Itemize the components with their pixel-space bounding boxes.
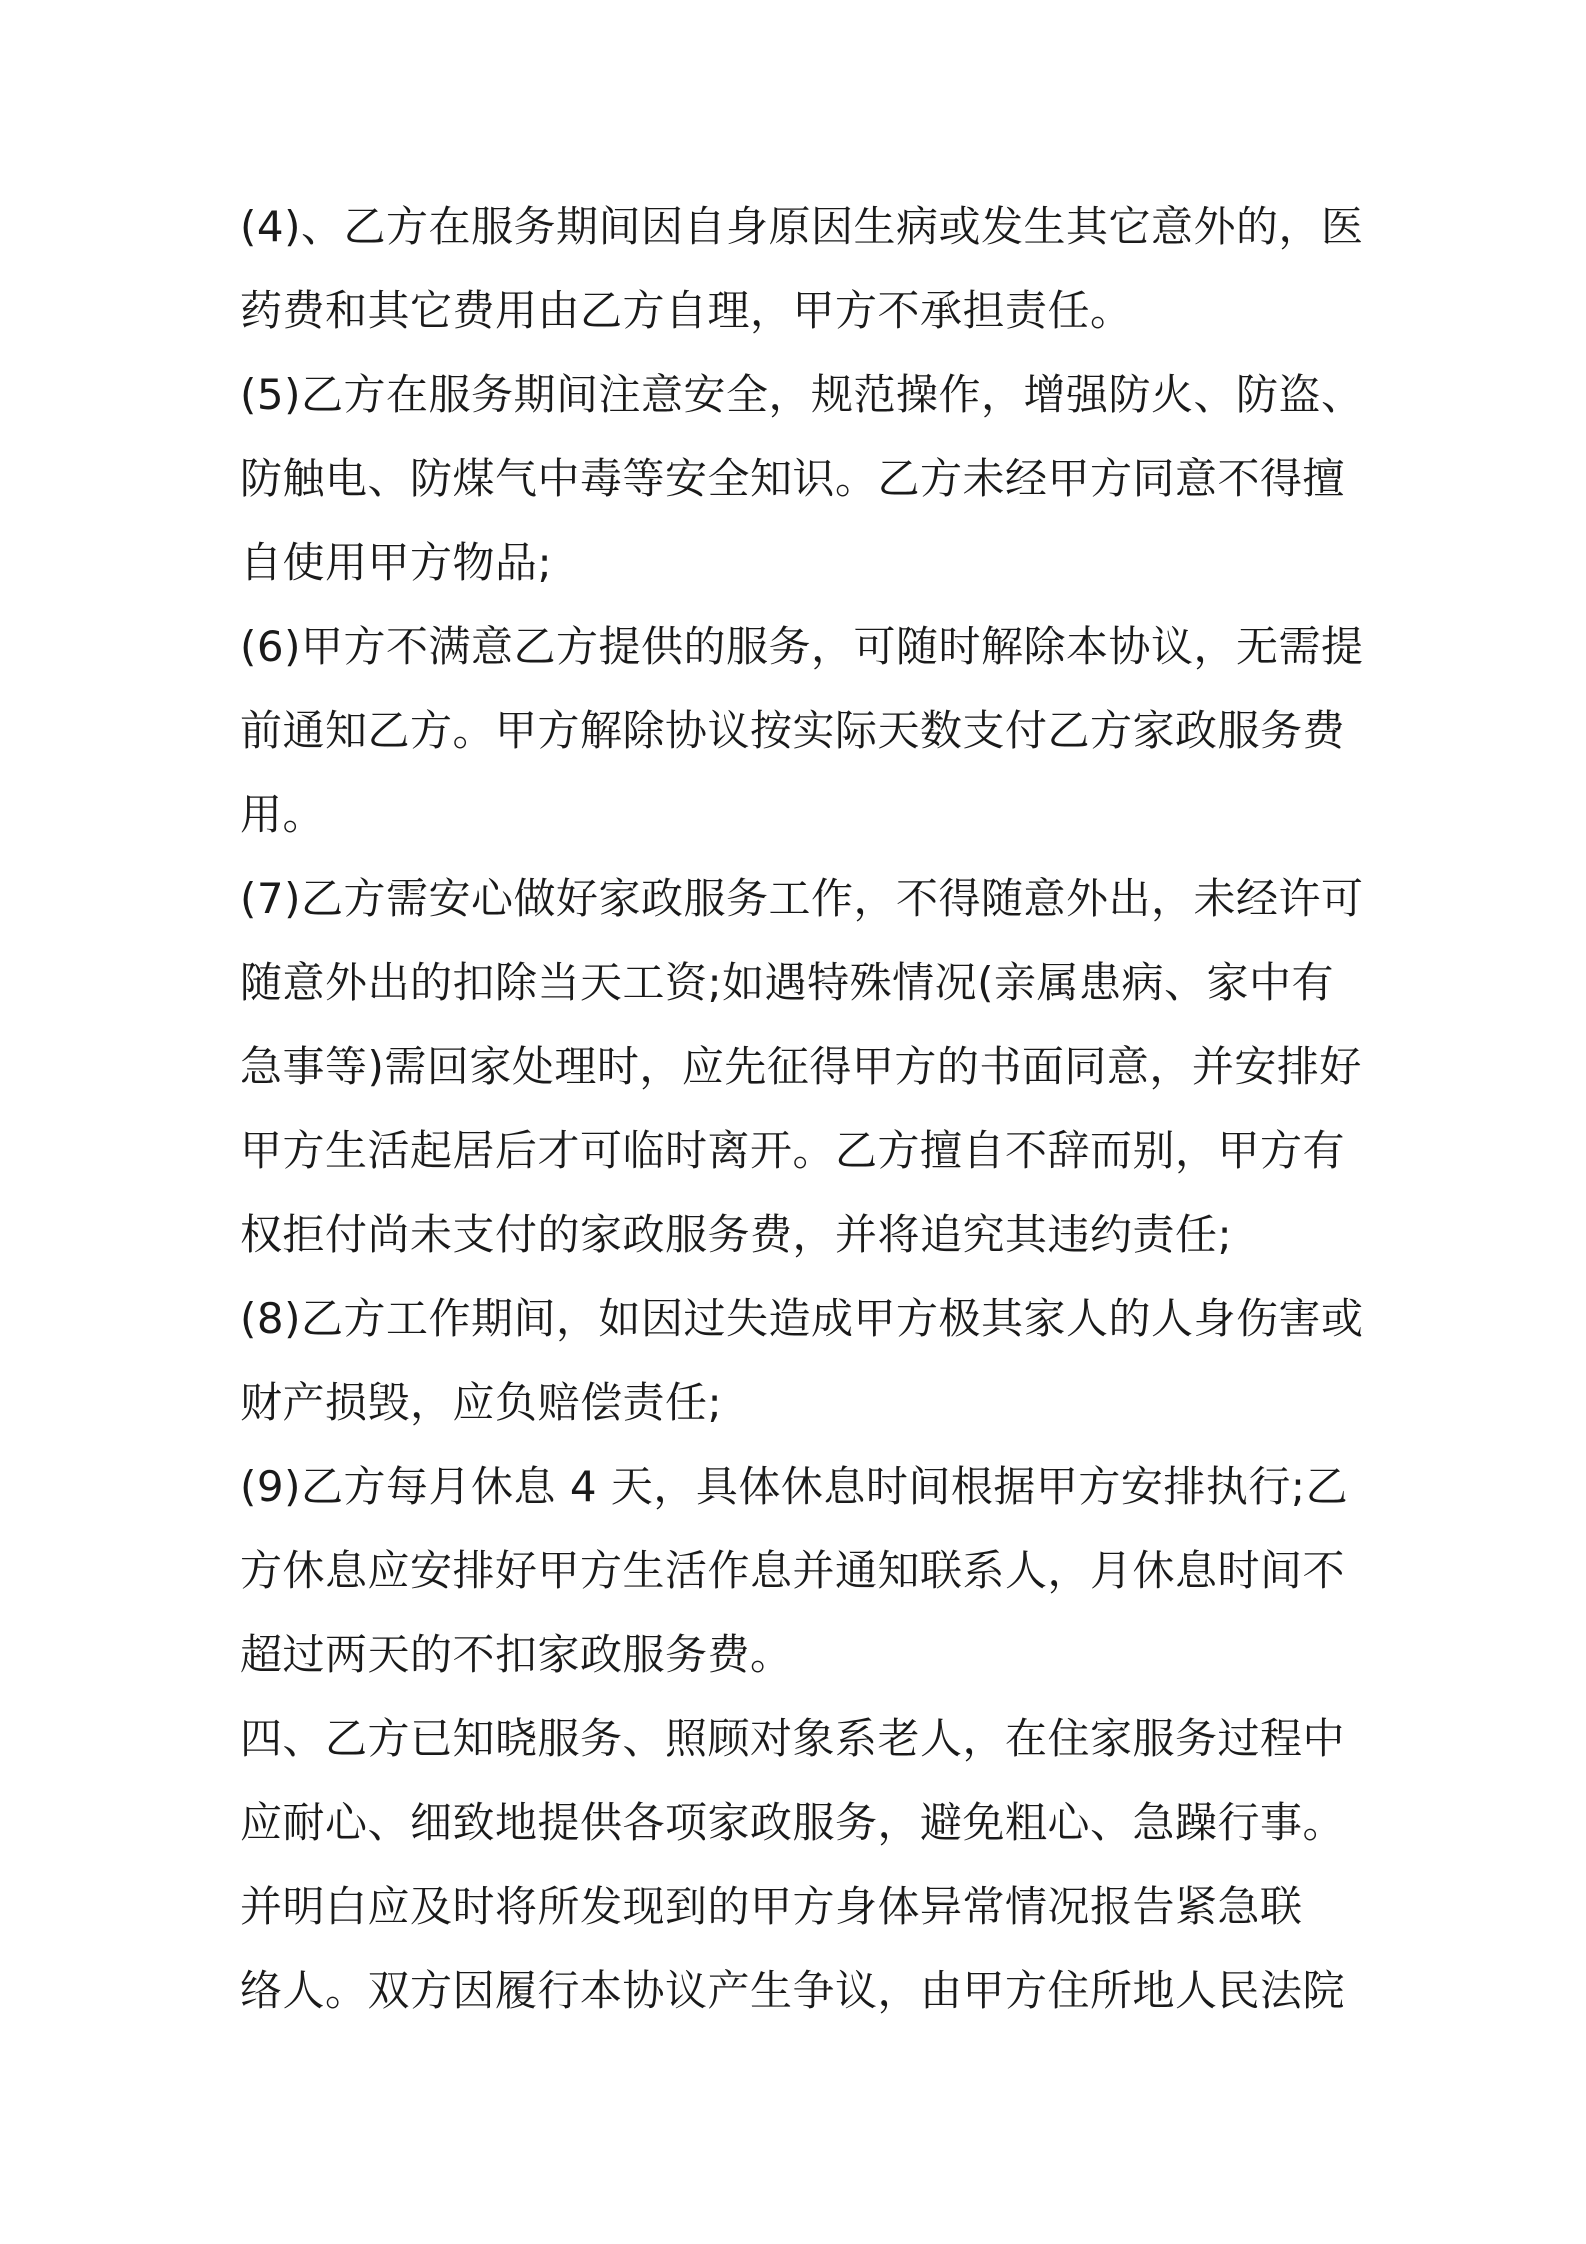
text-line: 络人。双方因履行本协议产生争议，由甲方住所地人民法院 xyxy=(240,1966,1346,2015)
text-line: 超过两天的不扣家政服务费。 xyxy=(240,1630,793,1679)
text-line: 财产损毁，应负赔偿责任; xyxy=(240,1378,723,1427)
text-line: (6)甲方不满意乙方提供的服务，可随时解除本协议，无需提 xyxy=(240,622,1364,671)
text-line: (5)乙方在服务期间注意安全，规范操作，增强防火、防盗、 xyxy=(240,370,1364,419)
text-line: 自使用甲方物品; xyxy=(240,538,553,587)
text-line: 甲方生活起居后才可临时离开。乙方擅自不辞而别，甲方有 xyxy=(240,1126,1346,1175)
text-line: (4)、乙方在服务期间因自身原因生病或发生其它意外的，医 xyxy=(240,202,1364,251)
text-line: 前通知乙方。甲方解除协议按实际天数支付乙方家政服务费 xyxy=(240,706,1346,755)
text-line: 方休息应安排好甲方生活作息并通知联系人，月休息时间不 xyxy=(240,1546,1346,1595)
text-line: (7)乙方需安心做好家政服务工作，不得随意外出，未经许可 xyxy=(240,874,1364,923)
text-line: 随意外出的扣除当天工资;如遇特殊情况(亲属患病、家中有 xyxy=(240,958,1335,1007)
text-line: (9)乙方每月休息 4 天，具体休息时间根据甲方安排执行;乙 xyxy=(240,1462,1349,1511)
contract-text xyxy=(240,185,1364,2033)
text-line: 急事等)需回家处理时，应先征得甲方的书面同意，并安排好 xyxy=(240,1042,1362,1091)
text-line: 药费和其它费用由乙方自理，甲方不承担责任。 xyxy=(240,286,1133,335)
text-line: 权拒付尚未支付的家政服务费，并将追究其违约责任; xyxy=(240,1210,1233,1259)
text-line: 四、乙方已知晓服务、照顾对象系老人，在住家服务过程中 xyxy=(240,1714,1346,1763)
text-line: (8)乙方工作期间，如因过失造成甲方极其家人的人身伤害或 xyxy=(240,1294,1364,1343)
text-line: 并明白应及时将所发现到的甲方身体异常情况报告紧急联 xyxy=(240,1882,1303,1931)
text-line: 用。 xyxy=(240,790,326,839)
text-line: 应耐心、细致地提供各项家政服务，避免粗心、急躁行事。 xyxy=(240,1798,1346,1847)
text-line: 防触电、防煤气中毒等安全知识。乙方未经甲方同意不得擅 xyxy=(240,454,1346,503)
